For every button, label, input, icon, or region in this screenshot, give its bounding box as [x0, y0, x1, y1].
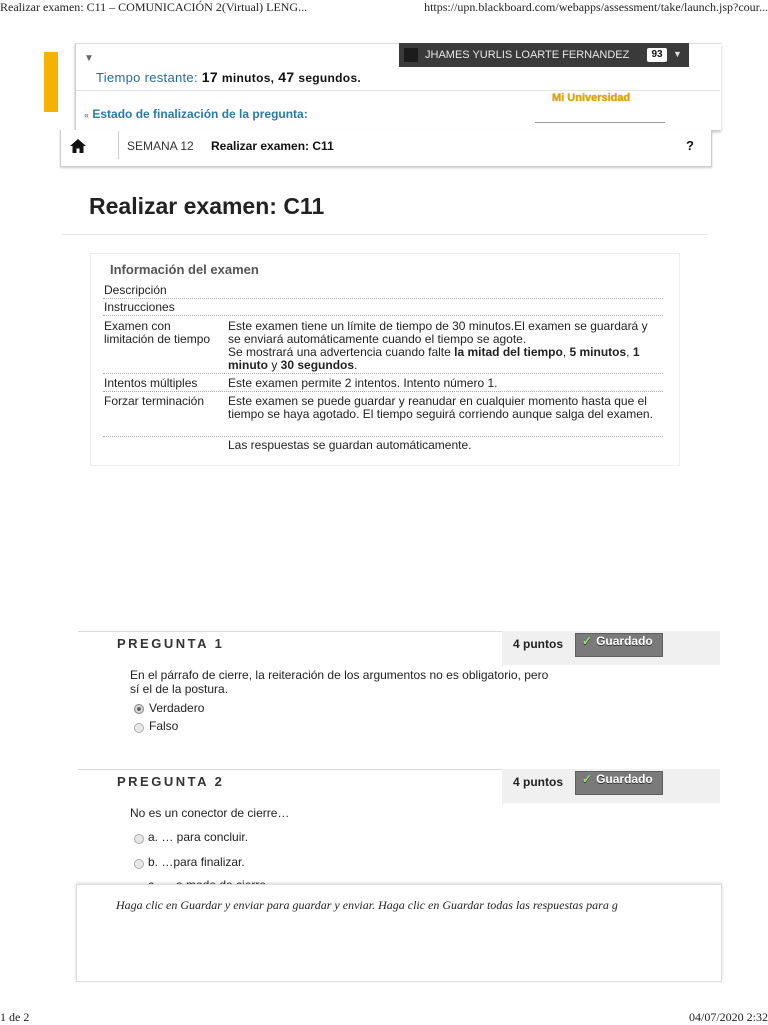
- row-divider: [103, 391, 663, 392]
- breadcrumb-separator: [118, 131, 119, 159]
- check-icon: ✓: [582, 634, 593, 648]
- minutes-value: 17: [201, 69, 218, 85]
- info-value-time-limit: [228, 320, 660, 372]
- home-icon[interactable]: [70, 139, 86, 153]
- radio-button[interactable]: [134, 704, 144, 714]
- info-value-autosave: Las respuestas se guardan automáticamente.: [228, 438, 472, 452]
- user-name[interactable]: JHAMES YURLIS LOARTE FERNANDEZ: [425, 49, 630, 61]
- info-label-attempts: Intentos múltiples: [104, 376, 198, 390]
- answer-option[interactable]: a. … para concluir.: [148, 830, 249, 844]
- check-icon: ✓: [582, 772, 593, 786]
- question-text: No es un conector de cierre…: [130, 806, 290, 820]
- radio-button[interactable]: [134, 859, 144, 869]
- breadcrumb-item-exam: Realizar examen: C11: [211, 139, 334, 153]
- print-page-number: 1 de 2: [0, 1010, 30, 1024]
- radio-button[interactable]: [134, 834, 144, 844]
- timer-toggle-icon[interactable]: ▼: [84, 53, 94, 64]
- info-label-force-completion: Forzar terminación: [104, 394, 205, 408]
- question-points: 4 puntos: [513, 775, 563, 789]
- info-label-instructions: Instrucciones: [104, 300, 175, 314]
- question-status-toggle[interactable]: [84, 107, 308, 121]
- row-divider: [103, 315, 663, 316]
- time-limit-warning: Se mostrará una advertencia cuando falte la mitad del tiempo, 5 minutos, 1 minuto y 30 segundos.: [228, 345, 640, 372]
- radio-button[interactable]: [134, 723, 144, 733]
- logo-underline: [535, 122, 665, 123]
- chevron-down-icon[interactable]: ▼: [673, 49, 682, 59]
- row-divider: [103, 373, 663, 374]
- question-title: PREGUNTA 1: [117, 636, 225, 651]
- time-remaining: [96, 69, 361, 85]
- print-page-title: Realizar examen: C11 – COMUNICACIÓN 2(Virtual) LENG...: [0, 0, 308, 14]
- avatar: [404, 48, 418, 62]
- save-instructions: Haga clic en Guardar y enviar para guardar y enviar. Haga clic en Guardar todas las respuestas para g: [116, 898, 618, 912]
- time-remaining-label: Tiempo restante:: [96, 70, 198, 85]
- print-url: https://upn.blackboard.com/webapps/assessment/take/launch.jsp?cour...: [424, 0, 768, 14]
- info-label-description: Descripción: [104, 283, 167, 297]
- double-chevron-down-icon: «: [84, 110, 90, 120]
- question-points: 4 puntos: [513, 637, 563, 651]
- info-value-force-completion: Este examen se puede guardar y reanudar en cualquier momento hasta que el tiempo se haya agotado. El tiempo seguirá corriendo aunque salga del examen.: [228, 394, 653, 421]
- answer-option[interactable]: b. …para finalizar.: [148, 855, 245, 869]
- saved-status-badge: ✓ Guardado: [575, 633, 663, 657]
- notification-badge[interactable]: 93: [647, 48, 667, 62]
- breadcrumb-item-week[interactable]: SEMANA 12: [127, 139, 194, 153]
- seconds-value: 47: [278, 69, 295, 85]
- page-title: Realizar examen: C11: [89, 193, 325, 219]
- answer-option[interactable]: Falso: [149, 719, 179, 733]
- seconds-unit: segundos.: [298, 71, 362, 85]
- time-limit-text: Este examen tiene un límite de tiempo de 30 minutos.El examen se guardará y se enviará automáticamente cuando el tiempo se agote.: [228, 319, 648, 346]
- help-icon[interactable]: ?: [686, 138, 694, 153]
- row-divider: [103, 436, 663, 437]
- info-value-attempts: Este examen permite 2 intentos. Intento número 1.: [228, 376, 498, 390]
- question-status-label: Estado de finalización de la pregunta:: [92, 107, 308, 121]
- question-title: PREGUNTA 2: [117, 774, 225, 789]
- answer-option[interactable]: Verdadero: [149, 701, 205, 715]
- exam-info-heading: Información del examen: [110, 262, 259, 277]
- accent-bar: [44, 52, 58, 112]
- info-label-time-limit: Examen con limitación de tiempo: [104, 319, 211, 346]
- saved-status-badge: ✓ Guardado: [575, 771, 663, 795]
- panel-divider: [76, 90, 720, 91]
- minutes-unit: minutos,: [221, 71, 275, 85]
- question-text: En el párrafo de cierre, la reiteración de los argumentos no es obligatorio, pero sí el de la postura.: [130, 668, 549, 696]
- row-divider: [103, 298, 663, 299]
- university-logo[interactable]: Mi Universidad: [552, 92, 631, 104]
- print-date: 04/07/2020 2:32: [688, 1010, 768, 1024]
